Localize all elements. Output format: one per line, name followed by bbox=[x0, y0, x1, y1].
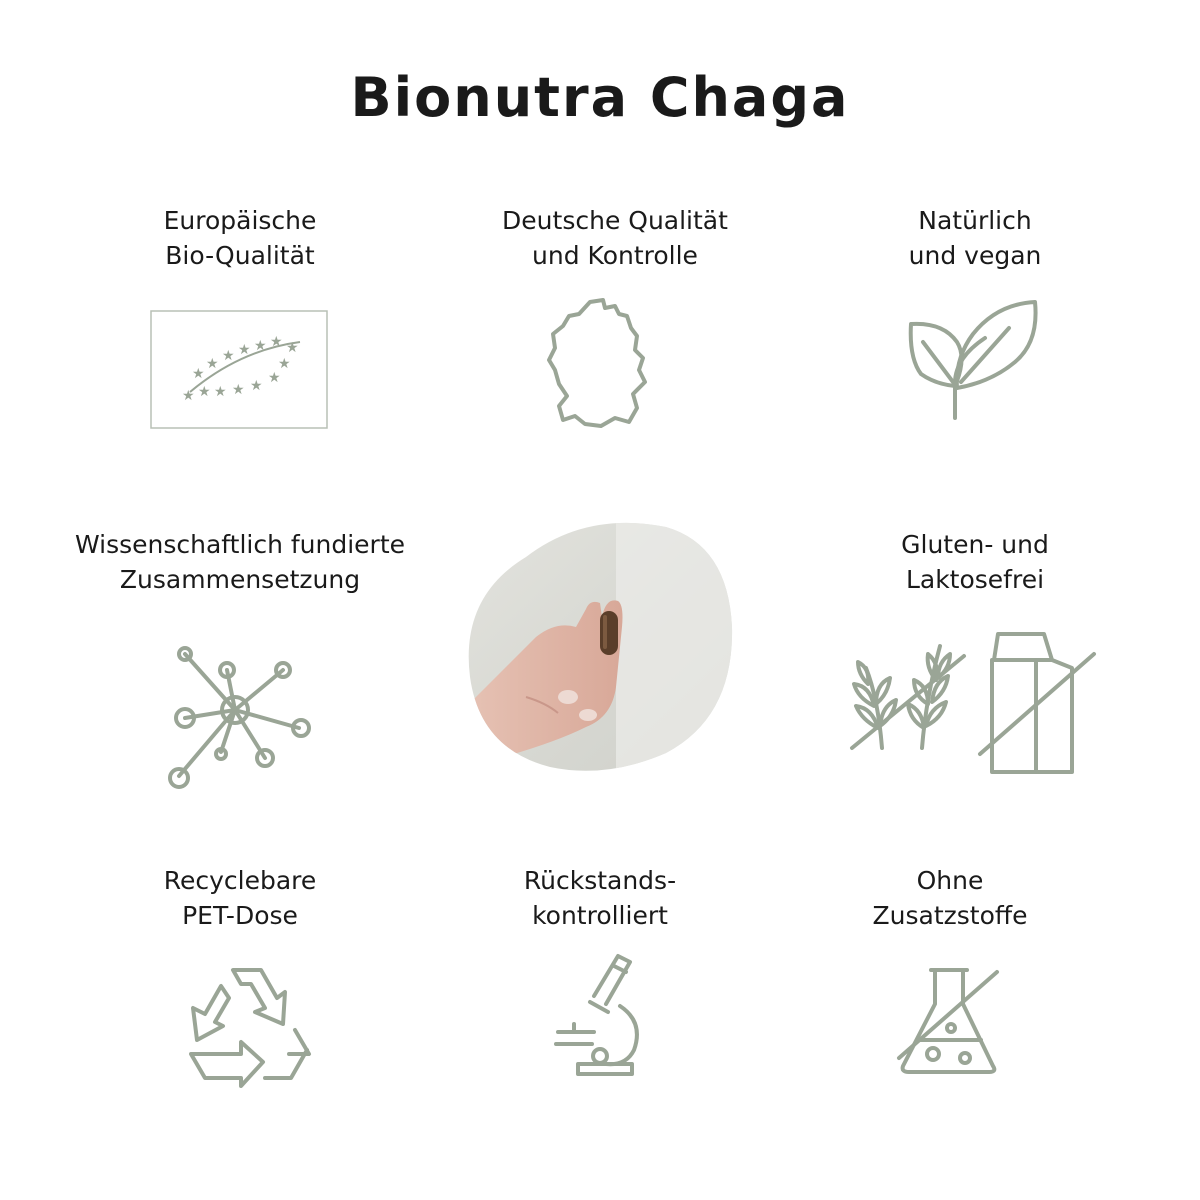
svg-text:★: ★ bbox=[198, 384, 211, 400]
svg-text:★: ★ bbox=[268, 370, 281, 386]
no-wheat-no-milk-icon bbox=[848, 628, 1098, 778]
feature-label: Gluten- und Laktosefrei bbox=[901, 530, 1049, 594]
eu-organic-leaf-icon bbox=[150, 310, 330, 430]
svg-text:★: ★ bbox=[270, 334, 283, 350]
feature-eu-organic bbox=[50, 203, 430, 273]
feature-no-additives bbox=[760, 863, 1140, 933]
svg-text:★: ★ bbox=[192, 366, 205, 382]
feature-recyclable bbox=[50, 863, 430, 933]
feature-scientific bbox=[50, 527, 430, 597]
feature-german-quality bbox=[425, 203, 805, 273]
germany-map-icon bbox=[545, 298, 655, 430]
svg-text:★: ★ bbox=[206, 356, 219, 372]
feature-gluten-lactose-free bbox=[785, 527, 1165, 597]
feature-label: Wissenschaftlich fundierte Zusammensetzung bbox=[74, 530, 406, 594]
no-additives-flask-icon bbox=[893, 962, 1005, 1077]
svg-text:★: ★ bbox=[286, 340, 299, 356]
recycle-icon bbox=[185, 962, 315, 1087]
svg-text:★: ★ bbox=[238, 342, 251, 358]
feature-natural-vegan bbox=[785, 203, 1165, 273]
molecule-network-icon bbox=[165, 640, 315, 795]
svg-text:★: ★ bbox=[214, 384, 227, 400]
feature-label: Ohne Zusatzstoffe bbox=[872, 866, 1028, 930]
microscope-icon bbox=[550, 952, 645, 1077]
feature-label: Rückstands- kontrolliert bbox=[523, 866, 677, 930]
feature-label: Recyclebare PET-Dose bbox=[163, 866, 317, 930]
svg-text:★: ★ bbox=[222, 348, 235, 364]
page-title: Bionutra Chaga bbox=[350, 66, 850, 129]
svg-text:★: ★ bbox=[254, 338, 267, 354]
feature-label: Europäische Bio-Qualität bbox=[163, 206, 317, 270]
feature-label: Deutsche Qualität und Kontrolle bbox=[502, 206, 728, 270]
svg-text:★: ★ bbox=[182, 388, 195, 404]
svg-text:★: ★ bbox=[250, 378, 263, 394]
capsule-photo bbox=[466, 517, 734, 773]
svg-text:★: ★ bbox=[232, 382, 245, 398]
plant-sprout-icon bbox=[905, 298, 1045, 423]
svg-text:★: ★ bbox=[278, 356, 291, 372]
feature-label: Natürlich und vegan bbox=[908, 206, 1042, 270]
feature-residue-controlled bbox=[410, 863, 790, 933]
